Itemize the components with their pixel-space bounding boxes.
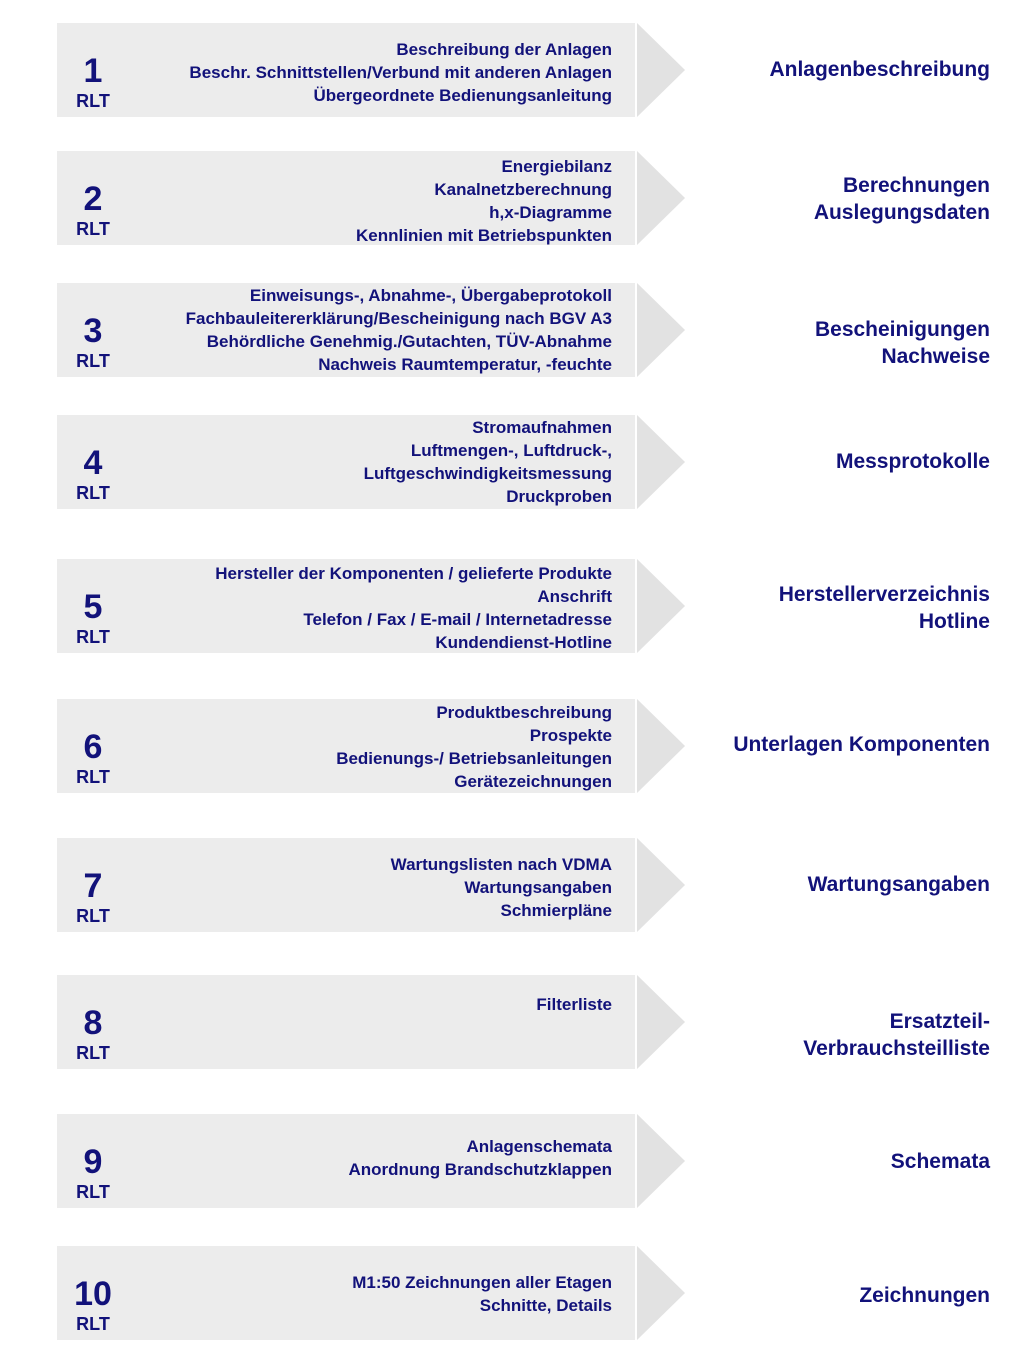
item: Hersteller der Komponenten / gelieferte Produkte: [215, 564, 612, 583]
item-list: [130, 562, 612, 654]
item: Luftgeschwindigkeitsmessung: [363, 464, 612, 483]
chevron-arrow-icon: [637, 415, 687, 509]
item: Anschrift: [537, 587, 612, 606]
item: Bedienungs-/ Betriebsanleitungen: [336, 749, 612, 768]
chevron-arrow-icon: [637, 559, 687, 653]
item: Produktbeschreibung: [436, 703, 612, 722]
category-title: [690, 871, 990, 898]
category-line: Verbrauchsteilliste: [803, 1037, 990, 1060]
item: Schmierpläne: [500, 901, 612, 920]
item: Übergeordnete Bedienungsanleitung: [313, 86, 612, 105]
category-line: Hotline: [918, 610, 990, 633]
item: Filterliste: [536, 995, 612, 1014]
category-title: [690, 581, 990, 635]
chevron-arrow-icon: [637, 23, 687, 117]
item: Wartungslisten nach VDMA: [390, 855, 612, 874]
category-title: [690, 731, 990, 758]
item: Beschreibung der Anlagen: [396, 40, 612, 59]
category-line: Nachweise: [881, 345, 990, 368]
chevron-arrow-icon: [637, 1246, 687, 1340]
row-number: 7: [83, 867, 103, 905]
row-label: RLT: [76, 906, 110, 926]
item: Kennlinien mit Betriebspunkten: [356, 226, 612, 245]
item: Behördliche Genehmig./Gutachten, TÜV-Abnahme: [206, 332, 612, 351]
row-label: RLT: [76, 483, 110, 503]
row-label: RLT: [76, 1314, 110, 1334]
row-label: RLT: [76, 767, 110, 787]
row-number: 9: [83, 1143, 103, 1181]
category-line: Auslegungsdaten: [813, 201, 990, 224]
item: Schnitte, Details: [479, 1296, 612, 1315]
row-label: RLT: [76, 1043, 110, 1063]
item: Anlagenschemata: [466, 1137, 612, 1156]
chevron-arrow-icon: [637, 283, 687, 377]
row-label: RLT: [76, 627, 110, 647]
category-line: Anlagenbeschreibung: [769, 58, 990, 81]
item-list: [130, 416, 612, 508]
category-line: Zeichnungen: [859, 1284, 990, 1307]
category-line: Berechnungen: [842, 174, 990, 197]
category-line: Schemata: [890, 1150, 990, 1173]
item: M1:50 Zeichnungen aller Etagen: [352, 1273, 612, 1292]
category-title: [690, 56, 990, 83]
item-list: [130, 1271, 612, 1317]
category-title: [690, 1282, 990, 1309]
row-label: RLT: [76, 1182, 110, 1202]
category-line: Unterlagen Komponenten: [733, 733, 990, 756]
category-line: Messprotokolle: [835, 450, 990, 473]
item: Kanalnetzberechnung: [434, 180, 612, 199]
category-line: Wartungsangaben: [807, 873, 990, 896]
chevron-arrow-icon: [637, 699, 687, 793]
item: Fachbauleitererklärung/Bescheinigung nach BGV A3: [185, 309, 612, 328]
item: h,x-Diagramme: [489, 203, 612, 222]
row-label: RLT: [76, 351, 110, 371]
item: Nachweis Raumtemperatur, -feuchte: [318, 355, 612, 374]
row-number: 10: [74, 1275, 112, 1313]
item: Telefon / Fax / E-mail / Internetadresse: [303, 610, 612, 629]
row-number: 2: [83, 180, 103, 218]
row-number: 1: [83, 52, 103, 90]
row-label: RLT: [76, 91, 110, 111]
row-label: RLT: [76, 219, 110, 239]
chevron-arrow-icon: [637, 1114, 687, 1208]
category-line: Ersatzteil-: [889, 1010, 990, 1033]
item: Beschr. Schnittstellen/Verbund mit anderen Anlagen: [189, 63, 612, 82]
item: Kundendienst-Hotline: [435, 633, 612, 652]
item: Druckproben: [506, 487, 612, 506]
category-line: Herstellerverzeichnis: [778, 583, 990, 606]
item: Anordnung Brandschutzklappen: [348, 1160, 612, 1179]
category-title: [690, 172, 990, 226]
item-list: [130, 284, 612, 376]
item-list: [130, 38, 612, 107]
row-box: [57, 975, 635, 1069]
row-number: 5: [83, 588, 103, 626]
row-number: 4: [83, 444, 103, 482]
item: Gerätezeichnungen: [454, 772, 612, 791]
row-number: 6: [83, 728, 103, 766]
category-line: Bescheinigungen: [814, 318, 990, 341]
item-list: [130, 993, 612, 1016]
item-list: [130, 1135, 612, 1181]
item: Prospekte: [529, 726, 612, 745]
category-title: [690, 1148, 990, 1175]
chevron-arrow-icon: [637, 975, 687, 1069]
category-title: [690, 1008, 990, 1062]
category-title: [690, 448, 990, 475]
item: Wartungsangaben: [464, 878, 612, 897]
category-title: [690, 316, 990, 370]
item-list: [130, 853, 612, 922]
chevron-arrow-icon: [637, 838, 687, 932]
row-number: 8: [83, 1004, 103, 1042]
row-number: 3: [83, 312, 103, 350]
item-list: [130, 155, 612, 247]
item: Einweisungs-, Abnahme-, Übergabeprotokoll: [249, 286, 612, 305]
chevron-arrow-icon: [637, 151, 687, 245]
item: Luftmengen-, Luftdruck-,: [410, 441, 612, 460]
item: Energiebilanz: [501, 157, 612, 176]
item-list: [130, 701, 612, 793]
item: Stromaufnahmen: [472, 418, 612, 437]
